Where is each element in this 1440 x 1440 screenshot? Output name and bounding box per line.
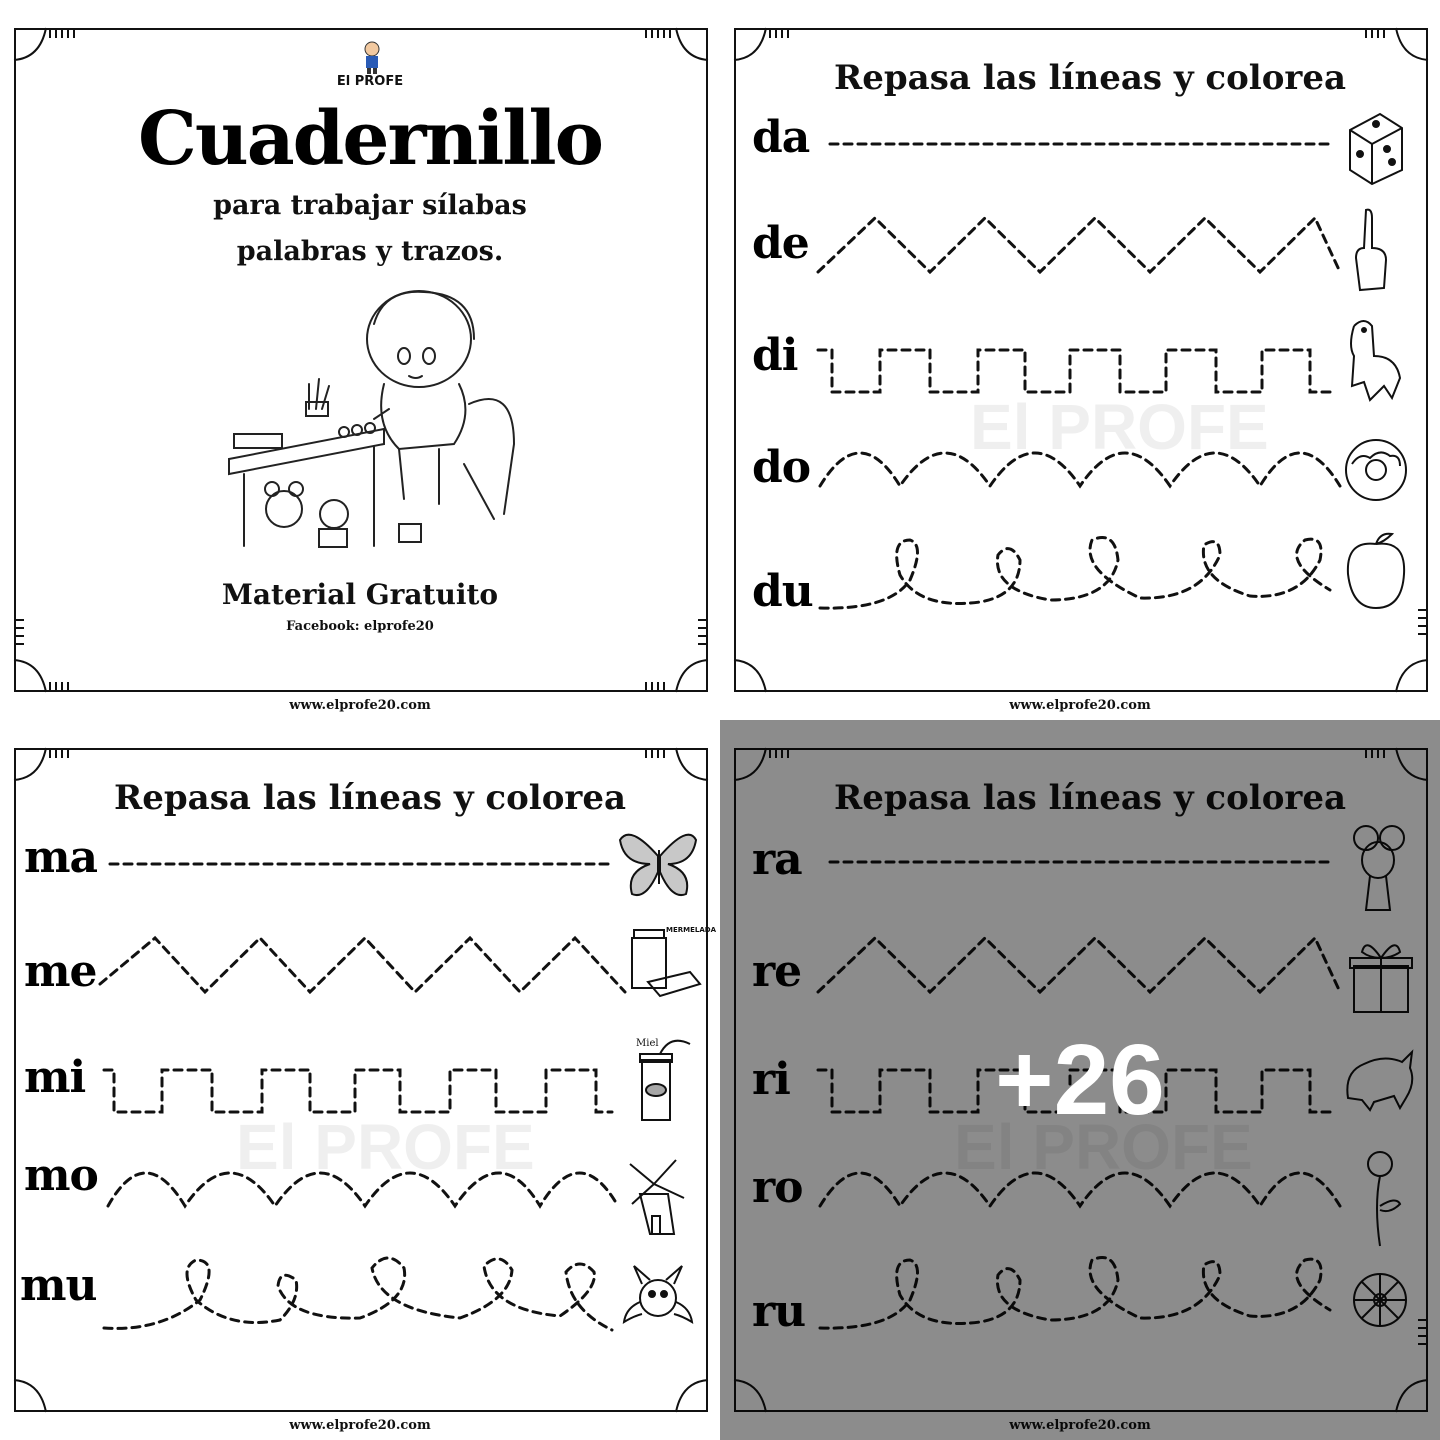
syllable-mo: mo [24,1150,98,1201]
syllable-ri: ri [752,1054,790,1105]
more-images-count[interactable]: +26 [995,1023,1165,1136]
donut-icon [1346,440,1406,500]
honey-jar-icon [640,1041,690,1120]
syllable-me: me [24,946,97,997]
honey-label: Miel [636,1038,659,1049]
site-url: www.elprofe20.com [1009,698,1151,713]
syllable-de: de [752,218,809,269]
syllable-di: di [752,330,798,381]
syllable-ru: ru [752,1286,806,1337]
tracing-lines [720,0,1440,720]
trace-loops [104,1258,612,1330]
worksheet-r-tile-more[interactable] [720,720,1440,1440]
syllable-du: du [752,566,813,617]
trace-zigzag [818,218,1340,272]
watermark: El PROFE [236,1111,535,1183]
worksheet-title: Repasa las líneas y colorea [834,778,1346,818]
syllable-re: re [752,946,802,997]
site-url: www.elprofe20.com [1009,1418,1151,1433]
trace-square-wave [818,350,1330,392]
cover-title: Cuadernillo [138,96,602,182]
cover-subtitle-1: para trabajar sílabas [213,190,527,221]
butterfly-icon [620,835,696,895]
watermark: El PROFE [954,1111,1253,1183]
worksheet-pictures [1340,104,1410,524]
worksheet-m-tile[interactable] [0,720,720,1440]
trace-loops [820,538,1330,609]
site-url: www.elprofe20.com [289,698,431,713]
trace-arches [108,1173,618,1206]
syllable-da: da [752,112,810,163]
syllable-ra: ra [752,834,802,885]
free-material-label: Material Gratuito [221,578,499,611]
trace-arches [820,453,1340,486]
worksheet-title: Repasa las líneas y colorea [114,778,626,818]
worksheet-title: Repasa las líneas y colorea [834,58,1346,98]
trace-square-wave [104,1070,612,1112]
child-at-desk-illustration [224,284,524,554]
worksheet-d-tile[interactable] [720,0,1440,720]
syllable-mi: mi [24,1052,86,1103]
cover-subtitle-2: palabras y trazos. [236,236,504,267]
watermark: El PROFE [970,391,1269,463]
dinosaur-icon [1351,321,1400,400]
syllable-ma: ma [24,832,98,883]
tracing-lines [0,720,720,1440]
syllable-do: do [752,442,811,493]
jam-label: MERMELADA [666,926,716,934]
site-url: www.elprofe20.com [289,1418,431,1433]
trace-zigzag [100,938,625,992]
jam-jar-icon [632,930,700,996]
cover-tile[interactable] [0,0,720,720]
finger-icon [1356,210,1386,290]
worksheet-pictures [620,824,710,1244]
windmill-icon [630,1160,684,1234]
brand-name: El PROFE [336,74,404,89]
dice-icon [1350,114,1402,184]
facebook-handle: Facebook: elprofe20 [286,619,434,634]
syllable-mu: mu [20,1260,97,1311]
teacher-logo-icon [357,40,387,74]
syllable-ro: ro [752,1162,803,1213]
